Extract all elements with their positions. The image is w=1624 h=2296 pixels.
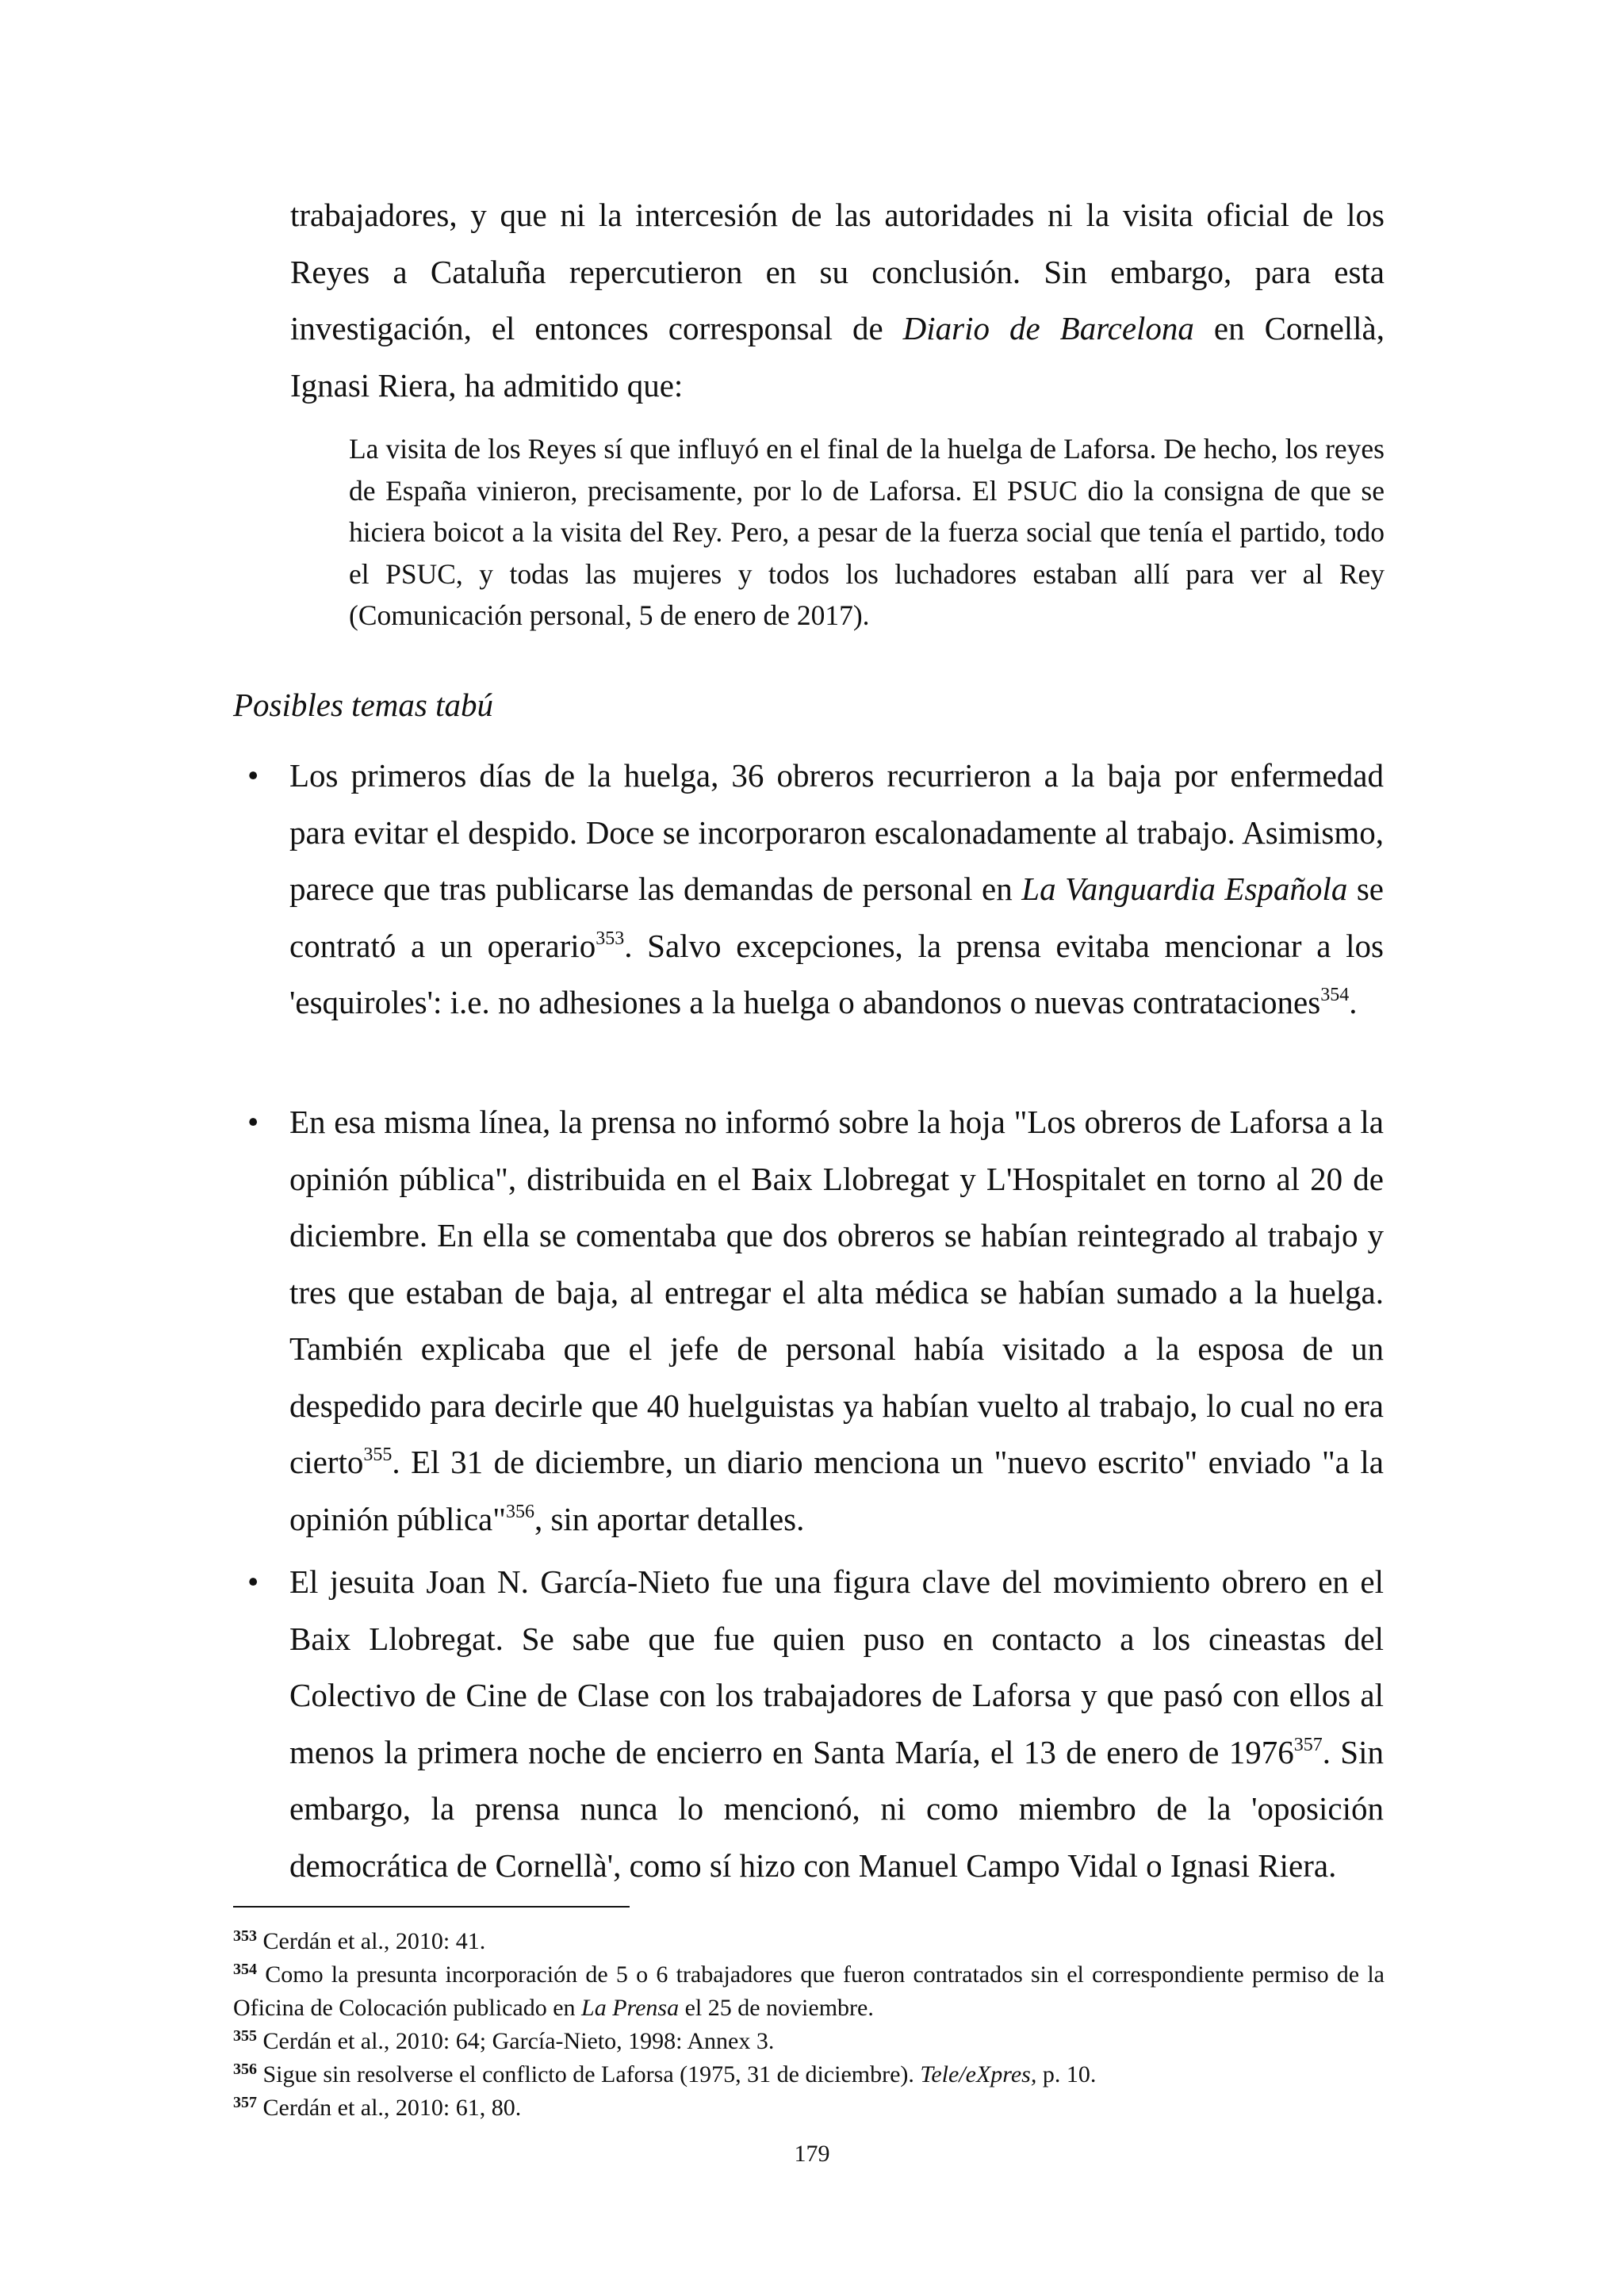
footnote-italic: Tele/eXpres, <box>920 2061 1037 2087</box>
footnote-353 <box>233 1925 1385 1958</box>
newspaper-title: Diario de Barcelona <box>902 310 1194 346</box>
bullet-1-text-b: se contrató a un operario <box>289 871 1384 964</box>
footnote-italic: La Prensa <box>581 1995 680 2021</box>
footnote-number: 357 <box>233 2094 257 2111</box>
bullet-item-3 <box>289 1554 1384 1894</box>
footnote-number: 353 <box>233 1927 257 1945</box>
bullet-1-text-a: Los primeros días de la huelga, 36 obreros recurrieron a la baja por enfermedad para evitar el despido. Doce se incorporaron escalonadamente al trabajo. Asimismo, parece que tras publicarse las demandas de personal en <box>289 757 1384 907</box>
intro-line-2: Reyes a Cataluña repercutieron en su conclusión. Sin embargo, para esta <box>290 253 1385 290</box>
footnote-text: Cerdán et al., 2010: 41. <box>262 1928 486 1954</box>
footnote-text-b: el 25 de noviembre. <box>679 1995 874 2021</box>
bullet-item-2 <box>289 1094 1384 1548</box>
block-quote: La visita de los Reyes sí que influyó en el final de la huelga de Laforsa. De hecho, los reyes de España vinieron, precisamente, por lo de Laforsa. El PSUC dio la consigna de que se hiciera boicot a la visita del Rey. Pero, a pesar de la fuerza social que tenía el partido, todo el PSUC, y todas las mujeres y todos los luchadores estaban allí para ver al Rey (Comunicación personal, 5 de enero de 2017). <box>349 433 1385 631</box>
footnote-text-a: Sigue sin resolverse el conflicto de Laforsa (1975, 31 de diciembre). <box>262 2061 921 2087</box>
intro-line-3-a: investigación, el entonces corresponsal de <box>290 310 903 346</box>
footnote-ref-353[interactable]: 353 <box>596 928 625 949</box>
page-number: 179 <box>794 2141 830 2167</box>
intro-line-3 <box>290 300 1385 358</box>
bullet-2-text-c: , sin aportar detalles. <box>534 1500 805 1537</box>
bullet-3-marker: • <box>247 1563 259 1600</box>
footnote-355 <box>233 2025 1385 2058</box>
footnote-text-b: p. 10. <box>1036 2061 1097 2087</box>
footnote-354 <box>233 1958 1385 2025</box>
intro-line-4: Ignasi Riera, ha admitido que: <box>290 366 684 404</box>
footnote-number: 356 <box>233 2061 257 2078</box>
bullet-item-1 <box>289 748 1384 1031</box>
footnote-number: 354 <box>233 1961 257 1978</box>
bullet-1-marker: • <box>247 757 259 794</box>
section-heading: Posibles temas tabú <box>233 687 493 723</box>
intro-paragraph <box>290 187 1385 414</box>
footnote-ref-354[interactable]: 354 <box>1320 985 1350 1005</box>
footnote-separator <box>233 1906 630 1908</box>
footnote-ref-357[interactable]: 357 <box>1293 1734 1323 1755</box>
bullet-2-text-a: En esa misma línea, la prensa no informó sobre la hoja "Los obreros de Laforsa a la opinión pública", distribuida en el Baix Llobregat y L'Hospitalet en torno al 20 de diciembre. En ella se comentaba que dos obreros se habían reintegrado al trabajo y tres que estaban de baja, al entregar el alta médica se habían sumado a la huelga. También explicaba que el jefe de personal había visitado a la esposa de un despedido para decirle que 40 huelguistas ya habían vuelto al trabajo, lo cual no era cierto <box>289 1104 1384 1480</box>
footnote-ref-356[interactable]: 356 <box>505 1501 534 1522</box>
bullet-3-text-b: . Sin embargo, la prensa nunca lo mencionó, ni como miembro de la 'oposición democrática de Cornellà', como sí hizo con Manuel Campo Vidal o Ignasi Riera. <box>289 1733 1385 1884</box>
bullet-1-text-d: . <box>1349 984 1358 1020</box>
intro-line-1: trabajadores, y que ni la intercesión de las autoridades ni la visita oficial de los <box>290 197 1385 233</box>
bullet-2-text-b: . El 31 de diciembre, un diario menciona un "nuevo escrito" enviado "a la opinión pública" <box>289 1444 1384 1537</box>
footnote-ref-355[interactable]: 355 <box>363 1445 393 1465</box>
footnote-number: 355 <box>233 2027 257 2045</box>
footnote-text: Cerdán et al., 2010: 61, 80. <box>262 2095 522 2121</box>
bullet-1-newspaper: La Vanguardia Española <box>1021 871 1348 907</box>
bullet-2-marker: • <box>247 1104 259 1140</box>
footnote-text-a: Como la presunta incorporación de 5 o 6 trabajadores que fueron contratados sin el correspondiente permiso de la Oficina de Colocación publicado en <box>233 1961 1385 2021</box>
footnote-356 <box>233 2058 1385 2091</box>
bullet-1-text-c: . Salvo excepciones, la prensa evitaba mencionar a los 'esquiroles': i.e. no adhesiones a la huelga o abandonos o nuevas contrataciones <box>289 927 1384 1020</box>
footnote-text: Cerdán et al., 2010: 64; García-Nieto, 1998: Annex 3. <box>262 2028 775 2054</box>
footnote-357 <box>233 2091 1385 2125</box>
bullet-3-text-a: El jesuita Joan N. García-Nieto fue una figura clave del movimiento obrero en el Baix Llobregat. Se sabe que fue quien puso en contacto a los cineastas del Colectivo de Cine de Clase con los trabajadores de Laforsa y que pasó con ellos al menos la primera noche de encierro en Santa María, el 13 de enero de 1976 <box>289 1563 1384 1770</box>
intro-line-3-b: en Cornellà, <box>1193 310 1385 346</box>
